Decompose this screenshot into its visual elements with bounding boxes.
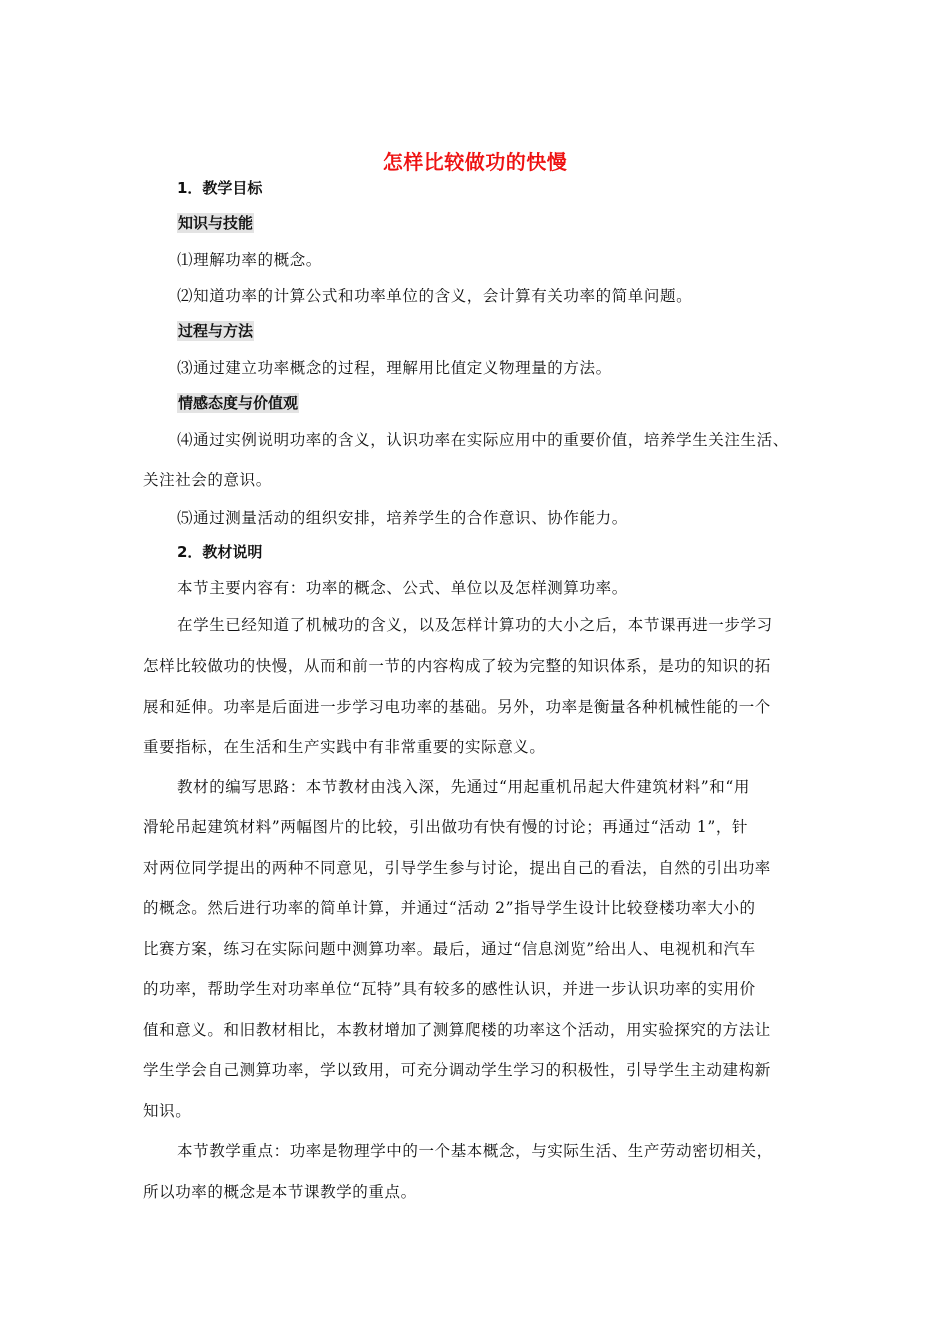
paragraph-2-line: 在学生已经知道了机械功的含义，以及怎样计算功的大小之后，本节课再进一步学习	[177, 616, 773, 634]
objective-item-3: ⑶通过建立功率概念的过程，理解用比值定义物理量的方法。	[177, 359, 612, 377]
section2-heading: 2．教材说明	[177, 543, 263, 561]
paragraph-1: 本节主要内容有：功率的概念、公式、单位以及怎样测算功率。	[177, 579, 628, 597]
paragraph-3-line: 滑轮吊起建筑材料”两幅图片的比较，引出做功有快有慢的讨论；再通过“活动 1”，针	[143, 818, 749, 836]
section1-heading: 1．教学目标	[177, 179, 263, 197]
paragraph-3-line: 知识。	[143, 1102, 192, 1120]
emotion-heading: 情感态度与价值观	[178, 394, 299, 412]
paragraph-3-line: 学生学会自己测算功率，学以致用，可充分调动学生学习的积极性，引导学生主动建构新	[143, 1061, 771, 1079]
paragraph-2-line: 展和延伸。功率是后面进一步学习电功率的基础。另外，功率是衡量各种机械性能的一个	[143, 698, 771, 716]
paragraph-4-line: 所以功率的概念是本节课教学的重点。	[143, 1183, 417, 1201]
paragraph-2-line: 重要指标，在生活和生产实践中有非常重要的实际意义。	[143, 738, 546, 756]
paragraph-3-line: 的功率，帮助学生对功率单位“瓦特”具有较多的感性认识，并进一步认识功率的实用价	[143, 980, 756, 998]
paragraph-3-line: 值和意义。和旧教材相比，本教材增加了测算爬楼的功率这个活动，用实验探究的方法让	[143, 1021, 771, 1039]
paragraph-4-line: 本节教学重点：功率是物理学中的一个基本概念，与实际生活、生产劳动密切相关，	[177, 1142, 773, 1160]
objective-item-4-line-2: 关注社会的意识。	[143, 471, 272, 489]
paragraph-2-line: 怎样比较做功的快慢，从而和前一节的内容构成了较为完整的知识体系，是功的知识的拓	[143, 657, 771, 675]
objective-item-5: ⑸通过测量活动的组织安排，培养学生的合作意识、协作能力。	[177, 509, 628, 527]
paragraph-3-line: 教材的编写思路：本节教材由浅入深，先通过“用起重机吊起大件建筑材料”和“用	[177, 778, 750, 796]
objective-item-2: ⑵知道功率的计算公式和功率单位的含义，会计算有关功率的简单问题。	[177, 287, 693, 305]
page-title: 怎样比较做功的快慢	[382, 150, 568, 174]
paragraph-3-line: 比赛方案，练习在实际问题中测算功率。最后，通过“信息浏览”给出人、电视机和汽车	[143, 940, 756, 958]
objective-item-4-line-1: ⑷通过实例说明功率的含义，认识功率在实际应用中的重要价值，培养学生关注生活、	[177, 431, 789, 449]
process-heading: 过程与方法	[178, 322, 254, 340]
objective-item-1: ⑴理解功率的概念。	[177, 251, 322, 269]
knowledge-heading: 知识与技能	[178, 214, 254, 232]
paragraph-3-line: 对两位同学提出的两种不同意见，引导学生参与讨论，提出自己的看法，自然的引出功率	[143, 859, 771, 877]
paragraph-3-line: 的概念。然后进行功率的简单计算，并通过“活动 2”指导学生设计比较登楼功率大小的	[143, 899, 756, 917]
